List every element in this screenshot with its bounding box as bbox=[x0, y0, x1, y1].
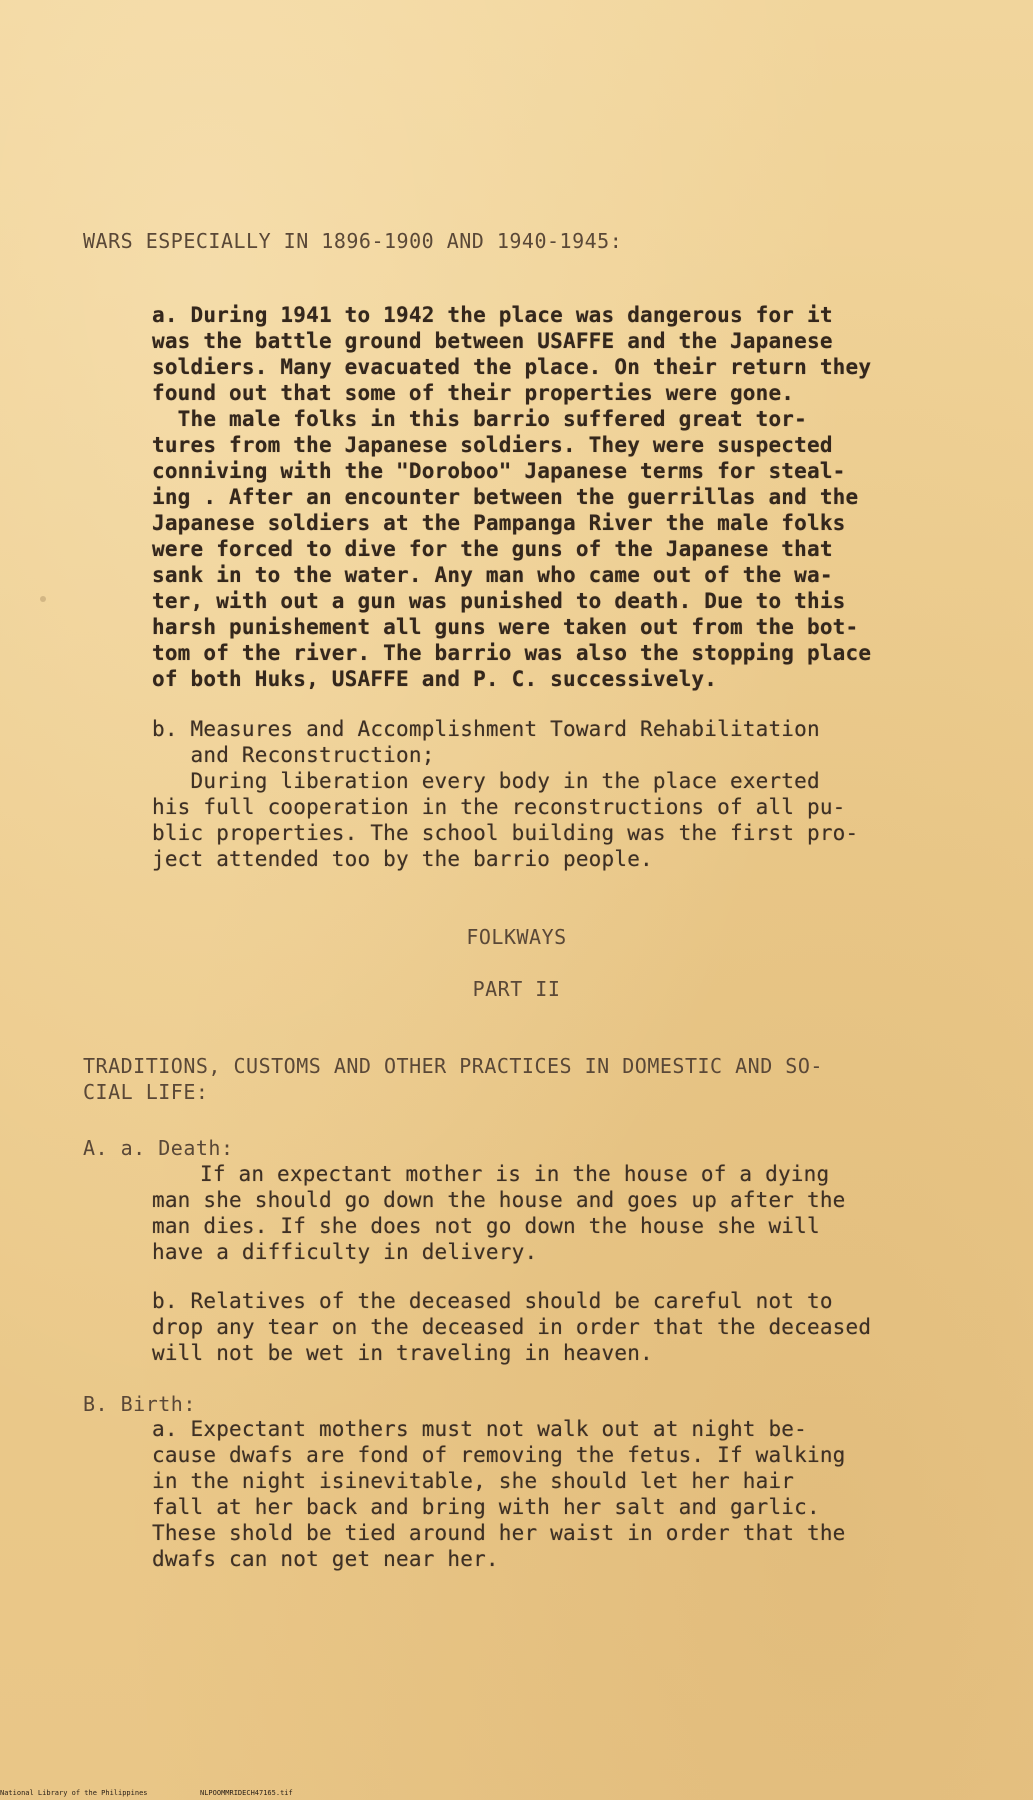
footer-library-name: National Library of the Philippines bbox=[0, 1789, 148, 1797]
death-paragraph-a: If an expectant mother is in the house of a dying man she should go down the house and goes up after the man dies. If she does not go down the house she will have a difficulty in delivery. bbox=[152, 1162, 846, 1264]
footer-file-id: NLPOOMMRIDECH47165.tif bbox=[200, 1789, 293, 1797]
paper-punch-mark bbox=[40, 596, 46, 602]
birth-paragraph-a: a. Expectant mothers must not walk out at night be- cause dwafs are fond of removing the fetus. If walking in the night isinevitable, she should let her hair fall at her back and bring with her salt and garlic. These shold be tied around her waist in order that the dwafs can not get near her. bbox=[152, 1417, 846, 1571]
paragraph-b-rehabilitation: b. Measures and Accomplishment Toward Rehabilitation and Reconstruction; During liberation every body in the place exerted his full cooperation in the reconstructions of all pu- blic properties. The school building was the first pro- ject attended too by the barrio people. bbox=[152, 717, 859, 871]
paragraph-a-wars: a. During 1941 to 1942 the place was dangerous for it was the battle ground between USAFFE and the Japanese soldiers. Many evacuated the place. On their return they found out that some of their properties were gone. The male folks in this barrio suffered great tor- tures from the Japanese soldiers. They were suspected conniving with the "Doroboo" Japanese terms for steal- ing . After an encounter between the guerrillas and the Japanese soldiers at the Pampanga River the male folks were forced to dive for the guns of the Japanese that sank in to the water. Any man who came out of the wa- ter, with out a gun was punished to death. Due to this harsh punishement all guns were taken out from the bot- tom of the river. The barrio was also the stopping place of both Huks, USAFFE and P. C. successively. bbox=[152, 303, 872, 691]
section-heading-wars: WARS ESPECIALLY IN 1896-1900 AND 1940-1945: bbox=[83, 229, 623, 253]
birth-heading: B. Birth: bbox=[83, 1392, 196, 1416]
death-heading: A. a. Death: bbox=[83, 1136, 234, 1160]
death-paragraph-b: b. Relatives of the deceased should be careful not to drop any tear on the deceased in order that the deceased will not be wet in traveling in heaven. bbox=[152, 1289, 872, 1365]
part-title: PART II bbox=[472, 977, 561, 1001]
traditions-heading: TRADITIONS, CUSTOMS AND OTHER PRACTICES IN DOMESTIC AND SO- CIAL LIFE: bbox=[83, 1054, 823, 1104]
archive-footer bbox=[0, 1762, 1033, 1798]
folkways-title: FOLKWAYS bbox=[466, 925, 567, 949]
